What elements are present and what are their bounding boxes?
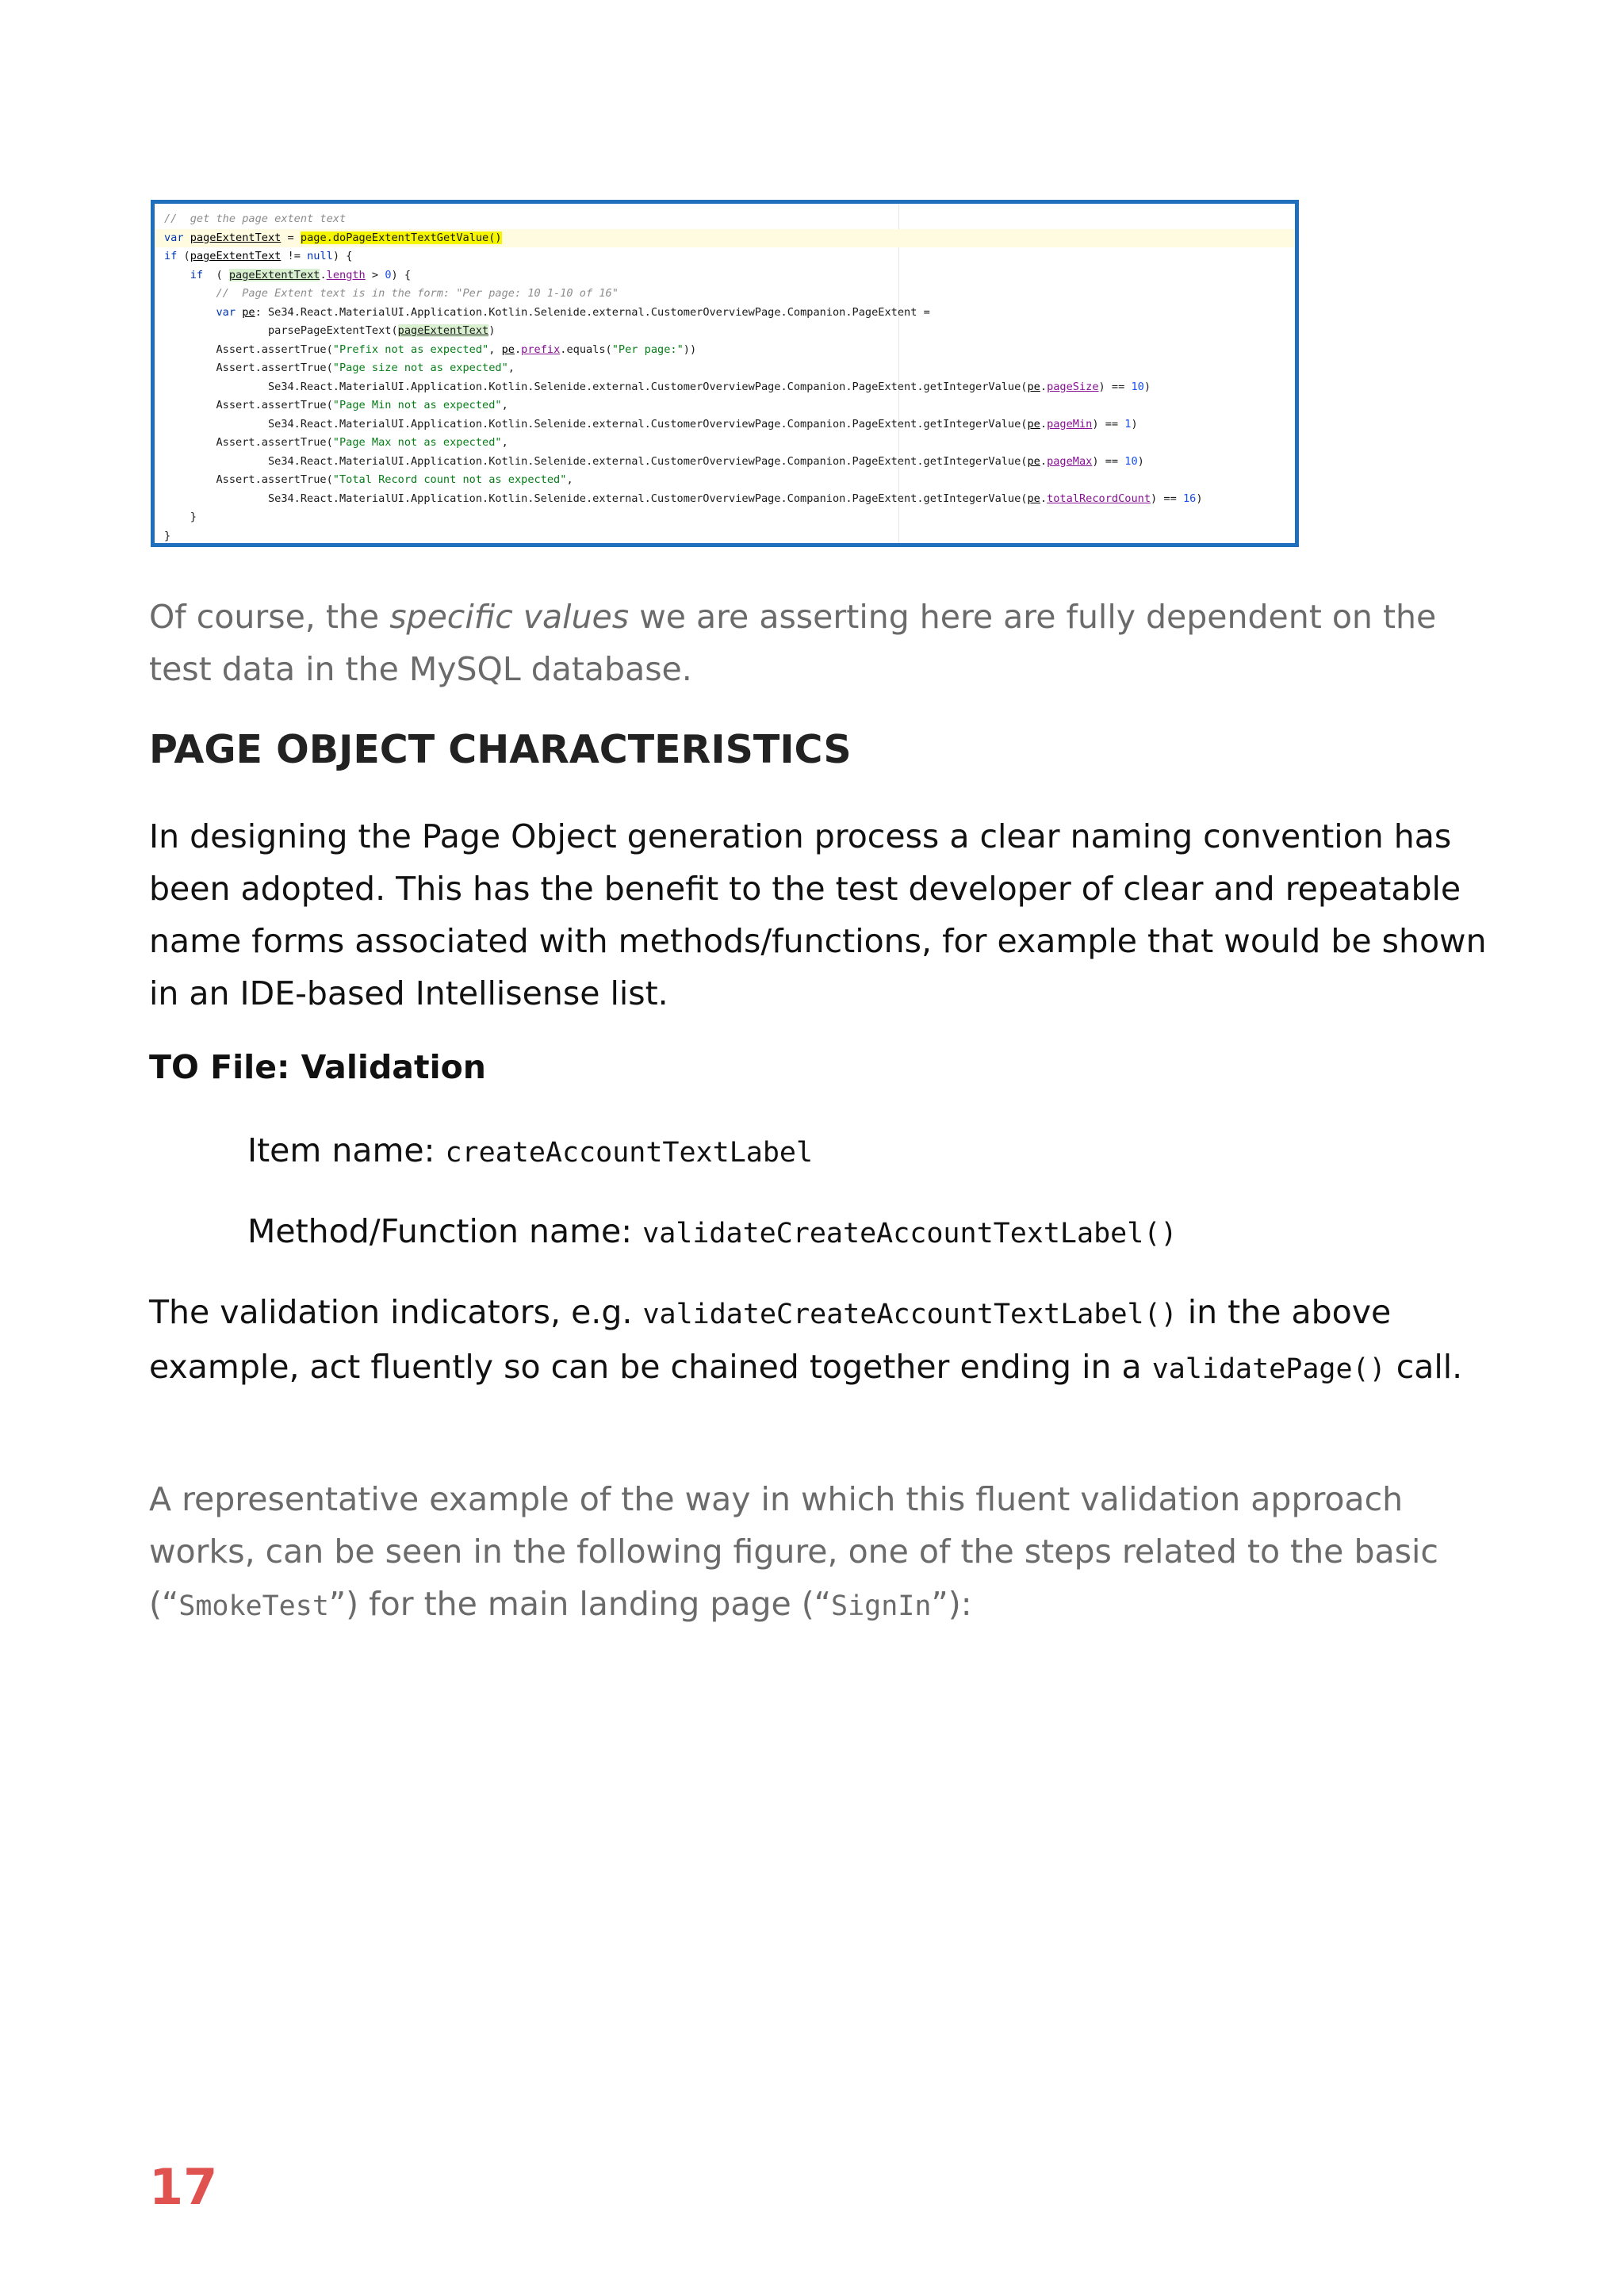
- code-token: ,: [508, 362, 515, 374]
- code-token: pe: [242, 305, 255, 319]
- code-line: [164, 266, 1295, 285]
- code-token: (: [177, 250, 190, 262]
- code-token: .: [1040, 380, 1048, 393]
- code-token: }: [164, 511, 197, 523]
- code-token: [236, 306, 242, 319]
- code-line: [164, 453, 1295, 472]
- code-token: .: [1040, 417, 1048, 430]
- code-token: ): [1137, 454, 1144, 468]
- code-line: [164, 490, 1295, 509]
- code-token: "Page size not as expected": [332, 362, 508, 374]
- code-token: pageMin: [1047, 417, 1093, 430]
- code-line: [164, 285, 1295, 304]
- subheading-to-file-validation: TO File: Validation: [149, 1048, 486, 1086]
- code-line: [164, 359, 1295, 378]
- code-token: 16: [1182, 492, 1197, 505]
- code-token: Assert.assertTrue(: [164, 362, 333, 374]
- example-text-3: ”):: [931, 1585, 972, 1623]
- code-token: page: [300, 231, 327, 244]
- code-line: [164, 527, 1295, 546]
- code-token: Assert.assertTrue(: [164, 436, 333, 449]
- code-token: ) {: [332, 250, 353, 262]
- code-token: pe: [1027, 417, 1040, 430]
- section-heading: PAGE OBJECT CHARACTERISTICS: [149, 727, 852, 772]
- example-code-1: SmokeTest: [178, 1590, 329, 1622]
- validation-paragraph: [149, 1286, 1489, 1395]
- code-token: pageExtentText: [190, 250, 282, 262]
- code-token: pageExtentText: [397, 324, 489, 337]
- code-lines: [164, 210, 1295, 545]
- code-token: (: [203, 268, 229, 281]
- code-token: prefix: [521, 342, 561, 356]
- code-token: var: [164, 231, 184, 244]
- code-token: ) ==: [1092, 454, 1125, 468]
- validation-text-1: The validation indicators, e.g.: [149, 1293, 643, 1331]
- code-token: .equals(: [560, 342, 612, 356]
- code-line: [164, 378, 1295, 397]
- code-line: [164, 322, 1295, 341]
- code-token: // Page Extent text is in the form: "Per page: 10 1-10 of 16": [216, 287, 619, 300]
- code-token: .: [320, 268, 327, 281]
- code-line: [164, 415, 1295, 434]
- code-line: [164, 434, 1295, 453]
- code-token: ,: [566, 473, 573, 486]
- code-token: "Prefix not as expected": [332, 342, 489, 356]
- code-token: totalRecordCount: [1047, 492, 1151, 505]
- code-token: ) ==: [1151, 492, 1183, 505]
- code-token: "Total Record count not as expected": [332, 473, 567, 486]
- intro-paragraph: [149, 591, 1489, 695]
- code-token: Se34.React.MaterialUI.Application.Kotlin.Selenide.external.CustomerOverviewPage.Companion.PageExtent.getIntegerValue(: [164, 380, 1028, 393]
- code-line: [164, 508, 1295, 527]
- code-token: pageSize: [1047, 380, 1099, 393]
- code-token: // get the page extent text: [164, 212, 347, 225]
- code-token: length: [326, 268, 366, 281]
- page-number: 17: [149, 2158, 218, 2216]
- validation-code-2: validatePage(): [1151, 1353, 1386, 1385]
- code-token: [164, 269, 190, 281]
- validation-text-3: call.: [1385, 1348, 1463, 1386]
- code-token: ): [1131, 417, 1138, 430]
- code-token: ): [488, 324, 496, 337]
- item-name-value: createAccountTextLabel: [445, 1137, 814, 1169]
- code-token: [164, 287, 216, 300]
- code-token: ): [1143, 380, 1151, 393]
- code-token: .: [1040, 454, 1048, 468]
- code-token: parsePageExtentText(: [164, 324, 398, 337]
- code-token: [164, 306, 216, 319]
- code-token: .: [1040, 492, 1048, 505]
- code-token: Se34.React.MaterialUI.Application.Kotlin.Selenide.external.CustomerOverviewPage.Companion.PageExtent.getIntegerValue(: [164, 454, 1028, 468]
- method-name-value: validateCreateAccountTextLabel(): [642, 1218, 1178, 1249]
- example-code-2: SignIn: [831, 1590, 932, 1622]
- code-token: ) {: [391, 268, 412, 281]
- code-token: 10: [1124, 454, 1138, 468]
- code-token: if: [190, 268, 204, 281]
- code-line: [164, 341, 1295, 360]
- code-token: pe: [1027, 454, 1040, 468]
- code-token: ,: [488, 342, 502, 356]
- example-paragraph: [149, 1473, 1489, 1632]
- method-name-line: [247, 1205, 1177, 1260]
- code-token: pe: [1027, 380, 1040, 393]
- code-token: Se34.React.MaterialUI.Application.Kotlin.Selenide.external.CustomerOverviewPage.Companion.PageExtent.getIntegerValue(: [164, 417, 1028, 430]
- example-text-2: ”) for the main landing page (“: [328, 1585, 832, 1623]
- code-token: .: [514, 342, 522, 356]
- code-token: "Per page:": [611, 342, 684, 356]
- validation-text-2: in the above example, act fluently so can be chained together ending in a: [149, 1293, 1392, 1386]
- code-line: [164, 471, 1295, 490]
- code-token: >: [365, 268, 385, 281]
- code-token: 1: [1124, 417, 1132, 430]
- description-paragraph: In designing the Page Object generation process a clear naming convention has been adopted. This has the benefit to the test developer of clear and repeatable name forms associated with methods/functions, for example that would be shown in an IDE-based Intellisense list.: [149, 817, 1487, 1012]
- code-token: 0: [385, 268, 392, 281]
- code-line: [164, 304, 1295, 323]
- code-token: !=: [281, 250, 308, 262]
- code-token: )): [683, 342, 697, 356]
- code-token: Assert.assertTrue(: [164, 399, 333, 411]
- code-token: pageExtentText: [190, 231, 282, 244]
- code-token: if: [164, 250, 178, 262]
- example-text-1: A representative example of the way in which this fluent validation approach works, can be seen in the following figure, one of the steps related to the basic (“: [149, 1480, 1438, 1623]
- code-token: Se34.React.MaterialUI.Application.Kotlin.Selenide.external.CustomerOverviewPage.Companion.PageExtent.getIntegerValue(: [164, 492, 1028, 505]
- method-name-label: Method/Function name:: [247, 1212, 643, 1250]
- code-token: pageExtentText: [228, 268, 320, 281]
- code-token: }: [164, 529, 171, 542]
- code-token: "Page Min not as expected": [332, 399, 502, 411]
- code-token: pageMax: [1047, 454, 1093, 468]
- code-screenshot: [151, 200, 1299, 547]
- code-token: ): [1196, 492, 1203, 505]
- intro-emphasis: specific values: [389, 598, 630, 636]
- code-token: pe: [501, 342, 515, 356]
- code-token: ,: [501, 399, 508, 411]
- code-token: =: [281, 231, 301, 244]
- code-token: null: [307, 250, 333, 262]
- code-token: ) ==: [1092, 417, 1125, 430]
- intro-text-1: Of course, the: [149, 598, 390, 636]
- code-line: [155, 229, 1295, 248]
- code-token: pe: [1027, 492, 1040, 505]
- intro-text-2: we are asserting here are fully dependent on the test data in the MySQL database.: [149, 598, 1437, 688]
- item-name-label: Item name:: [247, 1131, 446, 1169]
- code-token: [184, 232, 190, 244]
- code-token: Assert.assertTrue(: [164, 342, 333, 356]
- code-token: Assert.assertTrue(: [164, 473, 333, 486]
- item-name-line: [247, 1124, 813, 1179]
- code-token: var: [216, 305, 236, 319]
- validation-code-1: validateCreateAccountTextLabel(): [642, 1299, 1178, 1330]
- code-token: ,: [501, 436, 508, 449]
- code-token: ) ==: [1098, 380, 1132, 393]
- code-token: : Se34.React.MaterialUI.Application.Kotlin.Selenide.external.CustomerOverviewPage.Companion.PageExtent =: [255, 305, 930, 319]
- code-line: [164, 396, 1295, 415]
- code-line: [164, 210, 1295, 229]
- code-token: .doPageExtentTextGetValue(): [326, 231, 502, 244]
- code-token: "Page Max not as expected": [332, 436, 502, 449]
- code-line: [164, 247, 1295, 266]
- code-token: 10: [1131, 380, 1144, 393]
